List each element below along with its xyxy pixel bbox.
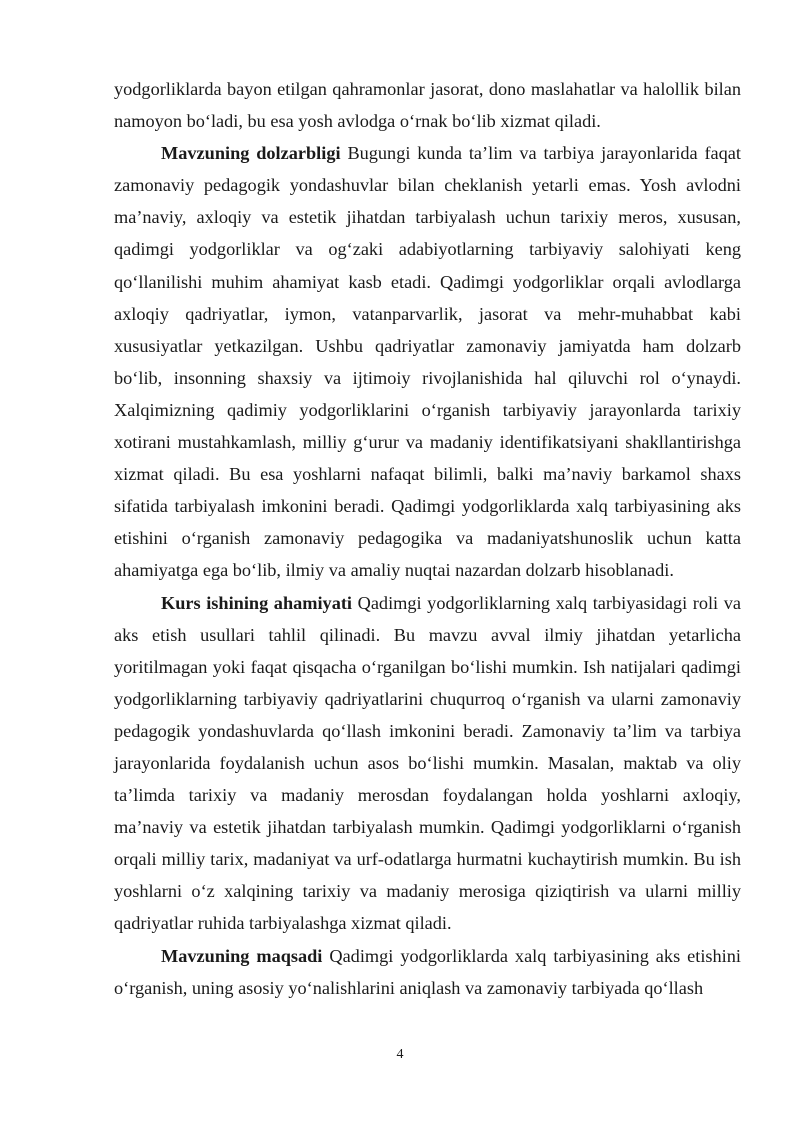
paragraph-text: Bugungi kunda taʼlim va tarbiya jarayonlarida faqat zamonaviy pedagogik yondashuvlar bilan cheklanish yetarli emas. Yosh avlodni maʼnaviy, axloqiy va estetik jihatdan tarbiyalash uchun tarixiy meros, xususan, qadimgi yodgorliklar va ogʻzaki adabiyotlarning tarbiyaviy salohiyati keng qoʻllanilishi muhim ahamiyat kasb etadi. Qadimgi yodgorliklar orqali avlodlarga axloqiy qadriyatlar, iymon, vatanparvarlik, jasorat va mehr-muhabbat kabi xususiyatlar yetkazilgan. Ushbu qadriyatlar zamonaviy jamiyatda ham dolzarb boʻlib, insonning shaxsiy va ijtimoiy rivojlanishida hal qiluvchi rol oʻynaydi. Xalqimizning qadimiy yodgorliklarini oʻrganish tarbiyaviy jarayonlarda tarixiy xotirani mustahkamlash, milliy gʻurur va madaniy identifikatsiyani shakllantirishga xizmat qiladi. Bu esa yoshlarni nafaqat bilimli, balki maʼnaviy barkamol shaxs sifatida tarbiyalash imkonini beradi. Qadimgi yodgorliklarda xalq tarbiyasining aks etishini oʻrganish zamonaviy pedagogika va madaniyatshunoslik uchun katta ahamiyatga ega boʻlib, ilmiy va amaliy nuqtai nazardan dolzarb hisoblanadi.: [114, 143, 742, 581]
paragraph-significance: [114, 587, 741, 940]
section-heading-purpose: Mavzuning maqsadi: [161, 945, 323, 966]
paragraph-text: Qadimgi yodgorliklarning xalq tarbiyasidagi roli va aks etish usullari tahlil qilinadi. Bu mavzu avval ilmiy jihatdan yetarlicha yoritilmagan yoki faqat qisqacha oʻrganilgan boʻlishi mumkin. Ish natijalari qadimgi yodgorliklarning tarbiyaviy qadriyatlarini chuqurroq oʻrganish va ularni zamonaviy pedagogik yondashuvlarda qoʻllash imkonini beradi. Zamonaviy taʼlim va tarbiya jarayonlarida foydalanish uchun asos boʻlishi mumkin. Masalan, maktab va oliy taʼlimda tarixiy va madaniy merosdan foydalangan holda yoshlarni axloqiy, maʼnaviy va estetik jihatdan tarbiyalash mumkin. Qadimgi yodgorliklarni oʻrganish orqali milliy tarix, madaniyat va urf-odatlarga hurmatni kuchaytirish mumkin. Bu ish yoshlarni oʻz xalqining tarixiy va madaniy merosiga qiziqtirish va ularni milliy qadriyatlar ruhida tarbiyalashga xizmat qiladi.: [114, 592, 741, 934]
section-heading-significance: Kurs ishining ahamiyati: [161, 592, 353, 613]
page-number: 4: [396, 1047, 404, 1062]
paragraph-text: Qadimgi yodgorliklarda xalq tarbiyasining aks etishini oʻrganish, uning asosiy yoʻnalishlarini aniqlash va zamonaviy tarbiyada qoʻllash: [114, 945, 741, 998]
document-body: [114, 73, 741, 1004]
paragraph-continuation: [114, 73, 741, 137]
paragraph-relevance: [114, 137, 741, 586]
paragraph-purpose: [114, 940, 741, 1004]
section-heading-relevance: Mavzuning dolzarbligi: [161, 143, 341, 164]
paragraph-text: yodgorliklarda bayon etilgan qahramonlar jasorat, dono maslahatlar va halollik bilan namoyon boʻladi, bu esa yosh avlodga oʻrnak boʻlib xizmat qiladi.: [114, 79, 741, 132]
